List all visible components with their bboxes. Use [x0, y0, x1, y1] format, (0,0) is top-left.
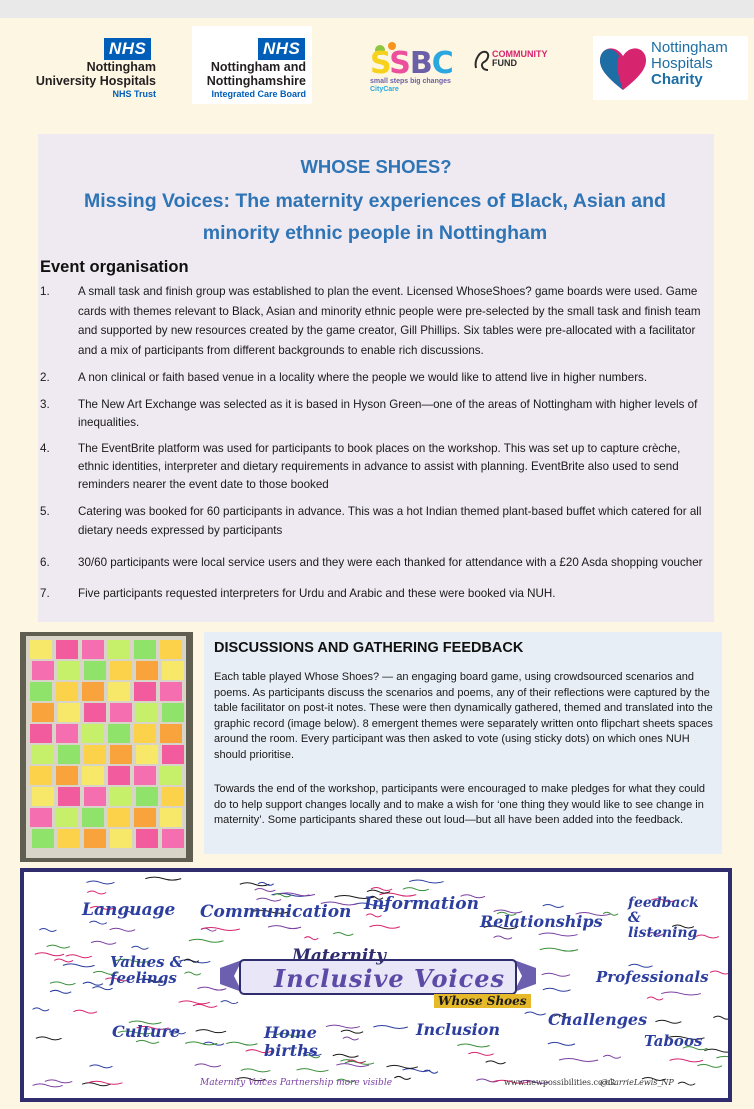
post-it-note	[110, 703, 132, 722]
scribble-mark	[47, 945, 70, 948]
post-it-note	[134, 766, 156, 785]
event-item	[40, 396, 712, 432]
nuh-sub: NHS Trust	[112, 89, 156, 99]
scribble-mark	[45, 1080, 72, 1083]
post-it-note	[162, 787, 184, 806]
item-number: 4.	[40, 441, 50, 455]
icb-line2: Nottinghamshire	[206, 74, 306, 88]
event-item	[40, 502, 712, 541]
logo-strip	[0, 24, 754, 104]
nhs-badge: NHS	[104, 38, 151, 60]
post-it-note	[30, 682, 52, 701]
post-it-note	[32, 787, 54, 806]
post-it-note	[134, 724, 156, 743]
scribble-mark	[33, 1008, 50, 1011]
community-fund-logo	[472, 46, 562, 76]
nhs-badge: NHS	[258, 38, 305, 60]
scribble-mark	[540, 948, 578, 951]
scribble-mark	[543, 904, 564, 907]
scribble-mark	[716, 1056, 728, 1059]
scribble-mark	[343, 1037, 359, 1040]
scribble-mark	[713, 1016, 728, 1019]
lottery-hand-icon	[472, 46, 492, 74]
post-it-note	[110, 787, 132, 806]
scribble-mark	[539, 933, 578, 936]
scribble-mark	[403, 888, 429, 891]
scribble-mark	[366, 914, 381, 917]
scribble-mark	[525, 1012, 546, 1015]
scribble-mark	[268, 926, 301, 929]
post-it-note	[162, 703, 184, 722]
post-it-note	[58, 661, 80, 680]
scribble-mark	[370, 925, 400, 928]
post-it-note	[108, 682, 130, 701]
scribble-mark	[603, 1055, 621, 1058]
post-it-note	[134, 640, 156, 659]
discussion-heading: DISCUSSIONS AND GATHERING FEEDBACK	[214, 640, 524, 656]
scribble-mark	[221, 1001, 238, 1004]
scribble-mark	[386, 1065, 417, 1068]
scribble-mark	[92, 987, 112, 990]
post-it-note	[32, 829, 54, 848]
post-it-note	[84, 787, 106, 806]
inclusive-voices-label: Inclusive Voices	[274, 964, 505, 993]
post-it-note	[84, 745, 106, 764]
scribble-mark	[193, 1004, 217, 1007]
post-it-note	[30, 808, 52, 827]
scribble-mark	[189, 939, 224, 942]
scribble-mark	[548, 1042, 575, 1045]
post-it-note	[58, 703, 80, 722]
post-it-note	[134, 808, 156, 827]
scribble-mark	[297, 1069, 329, 1072]
scribble-mark	[559, 1058, 598, 1061]
post-it-note	[84, 703, 106, 722]
post-it-note	[136, 745, 158, 764]
scribble-mark	[83, 982, 103, 985]
scribble-mark	[145, 877, 181, 880]
post-it-note	[108, 808, 130, 827]
post-it-note	[108, 724, 130, 743]
scribble-mark	[33, 1084, 63, 1087]
item-number: 1.	[40, 285, 50, 298]
item-number: 2.	[40, 371, 50, 384]
theme-culture: Culture	[112, 1022, 181, 1041]
scribble-mark	[110, 928, 136, 931]
item-text: Catering was booked for 60 participants in advance. This was a hot Indian themed plant-based buffet which catered for all dietary needs expressed by participants	[78, 504, 702, 537]
scribble-mark	[226, 1042, 257, 1045]
post-it-note	[58, 745, 80, 764]
post-it-note	[84, 661, 106, 680]
icb-sub: Integrated Care Board	[211, 89, 306, 99]
scribble-mark	[54, 959, 73, 962]
event-item	[40, 368, 712, 388]
post-it-note	[58, 787, 80, 806]
scribble-mark	[341, 1030, 363, 1033]
post-it-note	[56, 724, 78, 743]
item-text: The New Art Exchange was selected as it is based in Hyson Green—one of the areas of Nottingham with higher levels of inequalities.	[78, 397, 698, 429]
post-it-note	[134, 682, 156, 701]
theme-language: Language	[82, 900, 176, 920]
discussion-paragraph-2: Towards the end of the workshop, participants were encouraged to make pledges for what they could do to help support changes locally and to make a wish for ‘one thing they would like to see change in maternity’. Some participants shared these out loud—but all have been added into the feedback.	[214, 783, 706, 826]
scribble-mark	[409, 880, 443, 883]
scribble-mark	[66, 955, 92, 958]
theme-inclusion: Inclusion	[416, 1020, 500, 1039]
post-it-note	[32, 703, 54, 722]
page-title: WHOSE SHOES?	[300, 156, 452, 177]
scribble-mark	[35, 953, 64, 956]
post-it-note	[108, 640, 130, 659]
theme-relationships: Relationships	[480, 912, 603, 931]
scribble-mark	[543, 988, 571, 991]
theme-information: Information	[364, 894, 479, 914]
charity-line3: Charity	[651, 71, 703, 88]
scribble-mark	[494, 936, 512, 939]
event-item	[40, 440, 712, 494]
post-it-note	[84, 829, 106, 848]
event-item	[40, 282, 712, 360]
event-list	[40, 282, 712, 604]
post-it-note	[136, 703, 158, 722]
scribble-mark	[278, 893, 315, 896]
ssbc-citycare: CityCare	[370, 86, 399, 93]
theme-challenges: Challenges	[548, 1010, 648, 1029]
scribble-mark	[333, 932, 353, 935]
post-it-note	[56, 808, 78, 827]
graphic-footer-url: www.newpossibilities.co.uk	[504, 1078, 616, 1087]
scribble-mark	[89, 921, 106, 924]
community-text	[492, 50, 548, 68]
post-it-note	[160, 640, 182, 659]
scribble-mark	[655, 1020, 681, 1023]
post-it-note	[56, 682, 78, 701]
charity-text	[651, 40, 728, 88]
whose-shoes-label: Whose Shoes	[434, 994, 531, 1008]
post-it-note	[82, 640, 104, 659]
scribble-mark	[89, 1065, 112, 1068]
scribble-mark	[629, 964, 653, 967]
scribble-mark	[196, 1030, 226, 1033]
item-number: 3.	[40, 397, 50, 411]
event-item	[40, 553, 712, 573]
scribble-mark	[647, 997, 663, 1000]
scribble-mark	[394, 1076, 410, 1079]
graphic-footer-text: Maternity Voices Partnership more visible	[200, 1078, 393, 1088]
post-it-notes-image	[20, 632, 193, 862]
ssbc-logo	[368, 38, 464, 94]
scribble-mark	[670, 1059, 703, 1062]
theme-communication: Communication	[200, 902, 352, 922]
item-number: 6.	[40, 555, 50, 569]
post-it-note	[58, 829, 80, 848]
community-line1: COMMUNITY	[492, 49, 548, 59]
heart-icon	[595, 40, 651, 96]
scribble-mark	[87, 891, 106, 894]
scribble-mark	[50, 990, 71, 993]
page-subtitle: Missing Voices: The maternity experiences of Black, Asian and minority ethnic people in Nottingham	[84, 190, 666, 244]
scribble-mark	[241, 1069, 271, 1072]
scribble-mark	[661, 992, 701, 995]
post-it-note	[136, 829, 158, 848]
post-it-note	[162, 829, 184, 848]
theme-taboos: Taboos	[644, 1032, 703, 1050]
post-it-note	[162, 745, 184, 764]
icb-logo	[192, 26, 312, 104]
scribble-mark	[50, 982, 76, 985]
scribble-mark	[373, 1025, 407, 1028]
nuh-line1: Nottingham	[86, 60, 156, 74]
scribble-mark	[697, 1064, 722, 1067]
community-line2: FUND	[492, 58, 517, 68]
scribble-mark	[195, 1064, 221, 1067]
post-it-note	[82, 808, 104, 827]
theme-home-births: Home births	[264, 1023, 318, 1060]
post-it-note	[160, 766, 182, 785]
icb-line1: Nottingham and	[210, 60, 306, 74]
top-bar	[0, 0, 754, 18]
charity-line2: Hospitals	[651, 55, 713, 72]
hospitals-charity-logo	[593, 36, 748, 100]
scribble-mark	[36, 1037, 62, 1040]
item-number: 7.	[40, 587, 50, 600]
scribble-mark	[255, 889, 276, 892]
scribble-mark	[486, 1061, 506, 1064]
theme-feedback: feedback & listening	[628, 895, 699, 941]
nuh-line2: University Hospitals	[35, 74, 156, 88]
scribble-mark	[457, 1044, 489, 1047]
ssbc-tagline: small steps big changes	[370, 78, 451, 85]
scribble-mark	[73, 1010, 97, 1013]
post-it-note	[160, 808, 182, 827]
post-it-note	[110, 829, 132, 848]
scribble-mark	[256, 898, 281, 901]
post-it-note	[110, 745, 132, 764]
post-it-note	[82, 766, 104, 785]
post-it-note	[32, 661, 54, 680]
post-it-note	[56, 766, 78, 785]
scribble-mark	[63, 964, 95, 967]
event-item	[40, 584, 712, 604]
charity-line1: Nottingham	[651, 39, 728, 56]
maternity-label: Maternity	[292, 946, 387, 966]
theme-values: Values & feelings	[110, 953, 184, 987]
scribble-mark	[86, 881, 114, 884]
scribble-mark	[197, 987, 226, 990]
scribble-mark	[678, 1082, 695, 1085]
item-text: A non clinical or faith based venue in a locality where the people we would like to attend live in higher numbers.	[78, 371, 648, 384]
post-it-note	[82, 724, 104, 743]
scribble-mark	[179, 1001, 210, 1004]
post-it-note	[160, 682, 182, 701]
post-it-note	[136, 661, 158, 680]
item-text: The EventBrite platform was used for participants to book places on the workshop. This was set up to capture crèche, ethnic identities, interpreter and dietary requirements in advance to assist with planning. EventBrite also used to send reminders nearer the event date to those booked	[78, 441, 681, 491]
post-it-wall-photo	[20, 632, 193, 862]
post-it-note	[82, 682, 104, 701]
discussion-paragraph-1: Each table played Whose Shoes? — an engaging board game, using crowdsourced scenarios and poems. As participants discuss the scenarios and poems, any of their reflections were captured by the table facilitator on post-it notes. These were then dynamically gathered, themed and translated into the graphic record (image below). 8 emergent themes were separately written onto flipchart sheets spaces around the room. Every participant was then asked to vote (using sticky dots) on which ones NUH should prioritise.	[214, 671, 713, 761]
post-it-note	[160, 724, 182, 743]
post-it-note	[110, 661, 132, 680]
post-it-note	[30, 640, 52, 659]
scribble-mark	[39, 929, 56, 932]
scribble-mark	[710, 971, 728, 974]
scribble-mark	[304, 937, 318, 940]
item-text: Five participants requested interpreters for Urdu and Arabic and these were booked via NUH.	[78, 587, 556, 600]
scribble-mark	[468, 1052, 493, 1055]
post-it-note	[162, 661, 184, 680]
item-text: 30/60 participants were local service users and they were each thanked for attendance with a £20 Asda shopping voucher	[78, 555, 703, 569]
post-it-note	[32, 745, 54, 764]
scribble-mark	[131, 946, 148, 949]
post-it-note	[136, 787, 158, 806]
graphic-record	[20, 868, 732, 1102]
post-it-note	[30, 766, 52, 785]
scribble-mark	[704, 1049, 728, 1052]
post-it-note	[108, 766, 130, 785]
event-organisation-heading: Event organisation	[40, 258, 189, 276]
ssbc-letters: SSBC	[370, 46, 453, 81]
item-number: 5.	[40, 504, 50, 518]
theme-professionals: Professionals	[596, 968, 709, 986]
post-it-note	[56, 640, 78, 659]
scribble-mark	[542, 973, 570, 976]
item-text: A small task and finish group was established to plan the event. Licensed WhoseShoes? game boards were used. Game cards with themes relevant to Black, Asian and minority ethnic people were pre-selected by the small task and finish team and supported by new resources created by the game creator, Gill Phillips. Six tables were pre-allocated with a facilitator and a mix of participants from different backgrounds to enable rich discussions.	[78, 285, 701, 357]
post-it-note	[30, 724, 52, 743]
graphic-footer-handle: @CarrieLewis_NP	[600, 1078, 674, 1087]
scribble-mark	[91, 941, 116, 944]
